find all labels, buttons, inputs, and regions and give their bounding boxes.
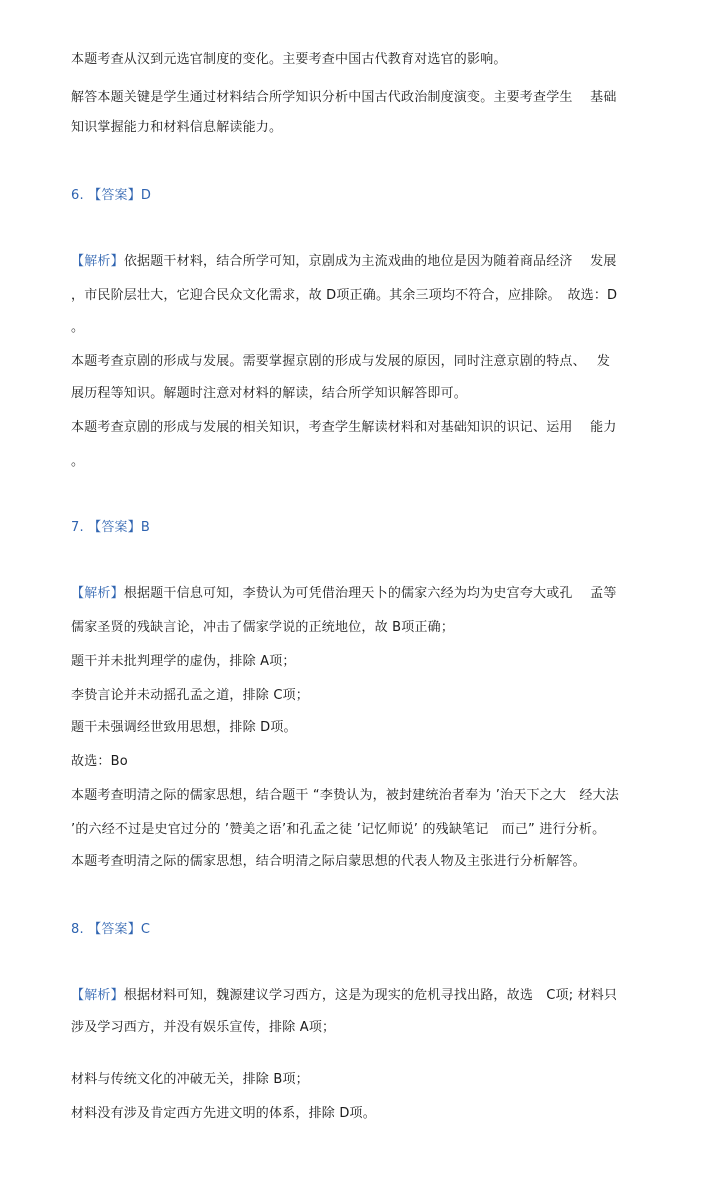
answer-heading-6: 6. 【答案】D xyxy=(71,188,152,203)
text-line: 材料没有涉及肯定西方先进文明的体系，排除 D项。 xyxy=(71,1106,376,1121)
text-line: 本题考查明清之际的儒家思想，结合题干 “李贽认为，被封建统治者奉为 ’治天下之大 经大法 xyxy=(71,788,619,803)
text-span: 根据材料可知，魏源建议学习西方，这是为现实的危机寻找出路，故选 C项; 材料只 xyxy=(123,988,618,1003)
answer-heading-7: 7. 【答案】B xyxy=(71,520,151,535)
analysis-line xyxy=(71,986,651,1006)
text-line: 故选：Bo xyxy=(71,754,128,769)
text-line: 知识掌握能力和材料信息解读能力。 xyxy=(71,120,283,135)
text-line: 题干未强调经世致用思想，排除 D项。 xyxy=(71,720,297,735)
text-line: 涉及学习西方，并没有娱乐宣传，排除 A项； xyxy=(71,1020,336,1035)
text-line: 本题考查明清之际的儒家思想，结合明清之际启蒙思想的代表人物及主张进行分析解答。 xyxy=(71,854,586,869)
text-line: 本题考查京剧的形成与发展。需要掌握京剧的形成与发展的原因，同时注意京剧的特点、 发 xyxy=(71,354,611,369)
text-line: ，市民阶层壮大，它迎合民众文化需求，故 D项正确。其余三项均不符合，应排除。 故选：D xyxy=(71,288,618,303)
text-line: 。 xyxy=(71,320,85,335)
text-line: 李贽言论并未动摇孔孟之道，排除 C项； xyxy=(71,688,310,703)
text-line: 材料与传统文化的冲破无关，排除 B项； xyxy=(71,1072,309,1087)
text-line: 儒家圣贤的残缺言论，冲击了儒家学说的正统地位，故 B项正确； xyxy=(71,620,455,635)
text-line: 解答本题关键是学生通过材料结合所学知识分析中国古代政治制度演变。主要考查学生 基础 xyxy=(71,90,617,105)
text-line: 。 xyxy=(71,454,85,469)
analysis-tag: 【解析】 xyxy=(71,254,124,269)
text-line: 题干并未批判理学的虚伪，排除 A项； xyxy=(71,654,296,669)
analysis-line xyxy=(71,252,651,272)
analysis-tag: 【解析】 xyxy=(71,586,124,601)
analysis-tag: 【解析】 xyxy=(71,988,124,1003)
text-span: 依据题干材料，结合所学可知，京剧成为主流戏曲的地位是因为随着商品经济 发展 xyxy=(123,254,617,269)
text-span: 根据题干信息可知，李贽认为可凭借治理天卜的儒家六经为均为史宫夸大或孔 孟等 xyxy=(123,586,617,601)
text-line: 本题考查从汉到元选官制度的变化。主要考查中国古代教育对选官的影响。 xyxy=(71,52,507,67)
text-line: 本题考查京剧的形成与发展的相关知识，考查学生解读材料和对基础知识的识记、运用 能力 xyxy=(71,420,617,435)
analysis-line xyxy=(71,584,651,604)
text-line: 展历程等知识。解题时注意对材料的解读，结合所学知识解答即可。 xyxy=(71,386,468,401)
text-line: ’的六经不过是史官过分的 ’赞美之语’和孔孟之徒 ’记忆师说’ 的残缺笔记 而己” 进行分析。 xyxy=(71,822,606,837)
answer-heading-8: 8. 【答案】C xyxy=(71,922,151,937)
